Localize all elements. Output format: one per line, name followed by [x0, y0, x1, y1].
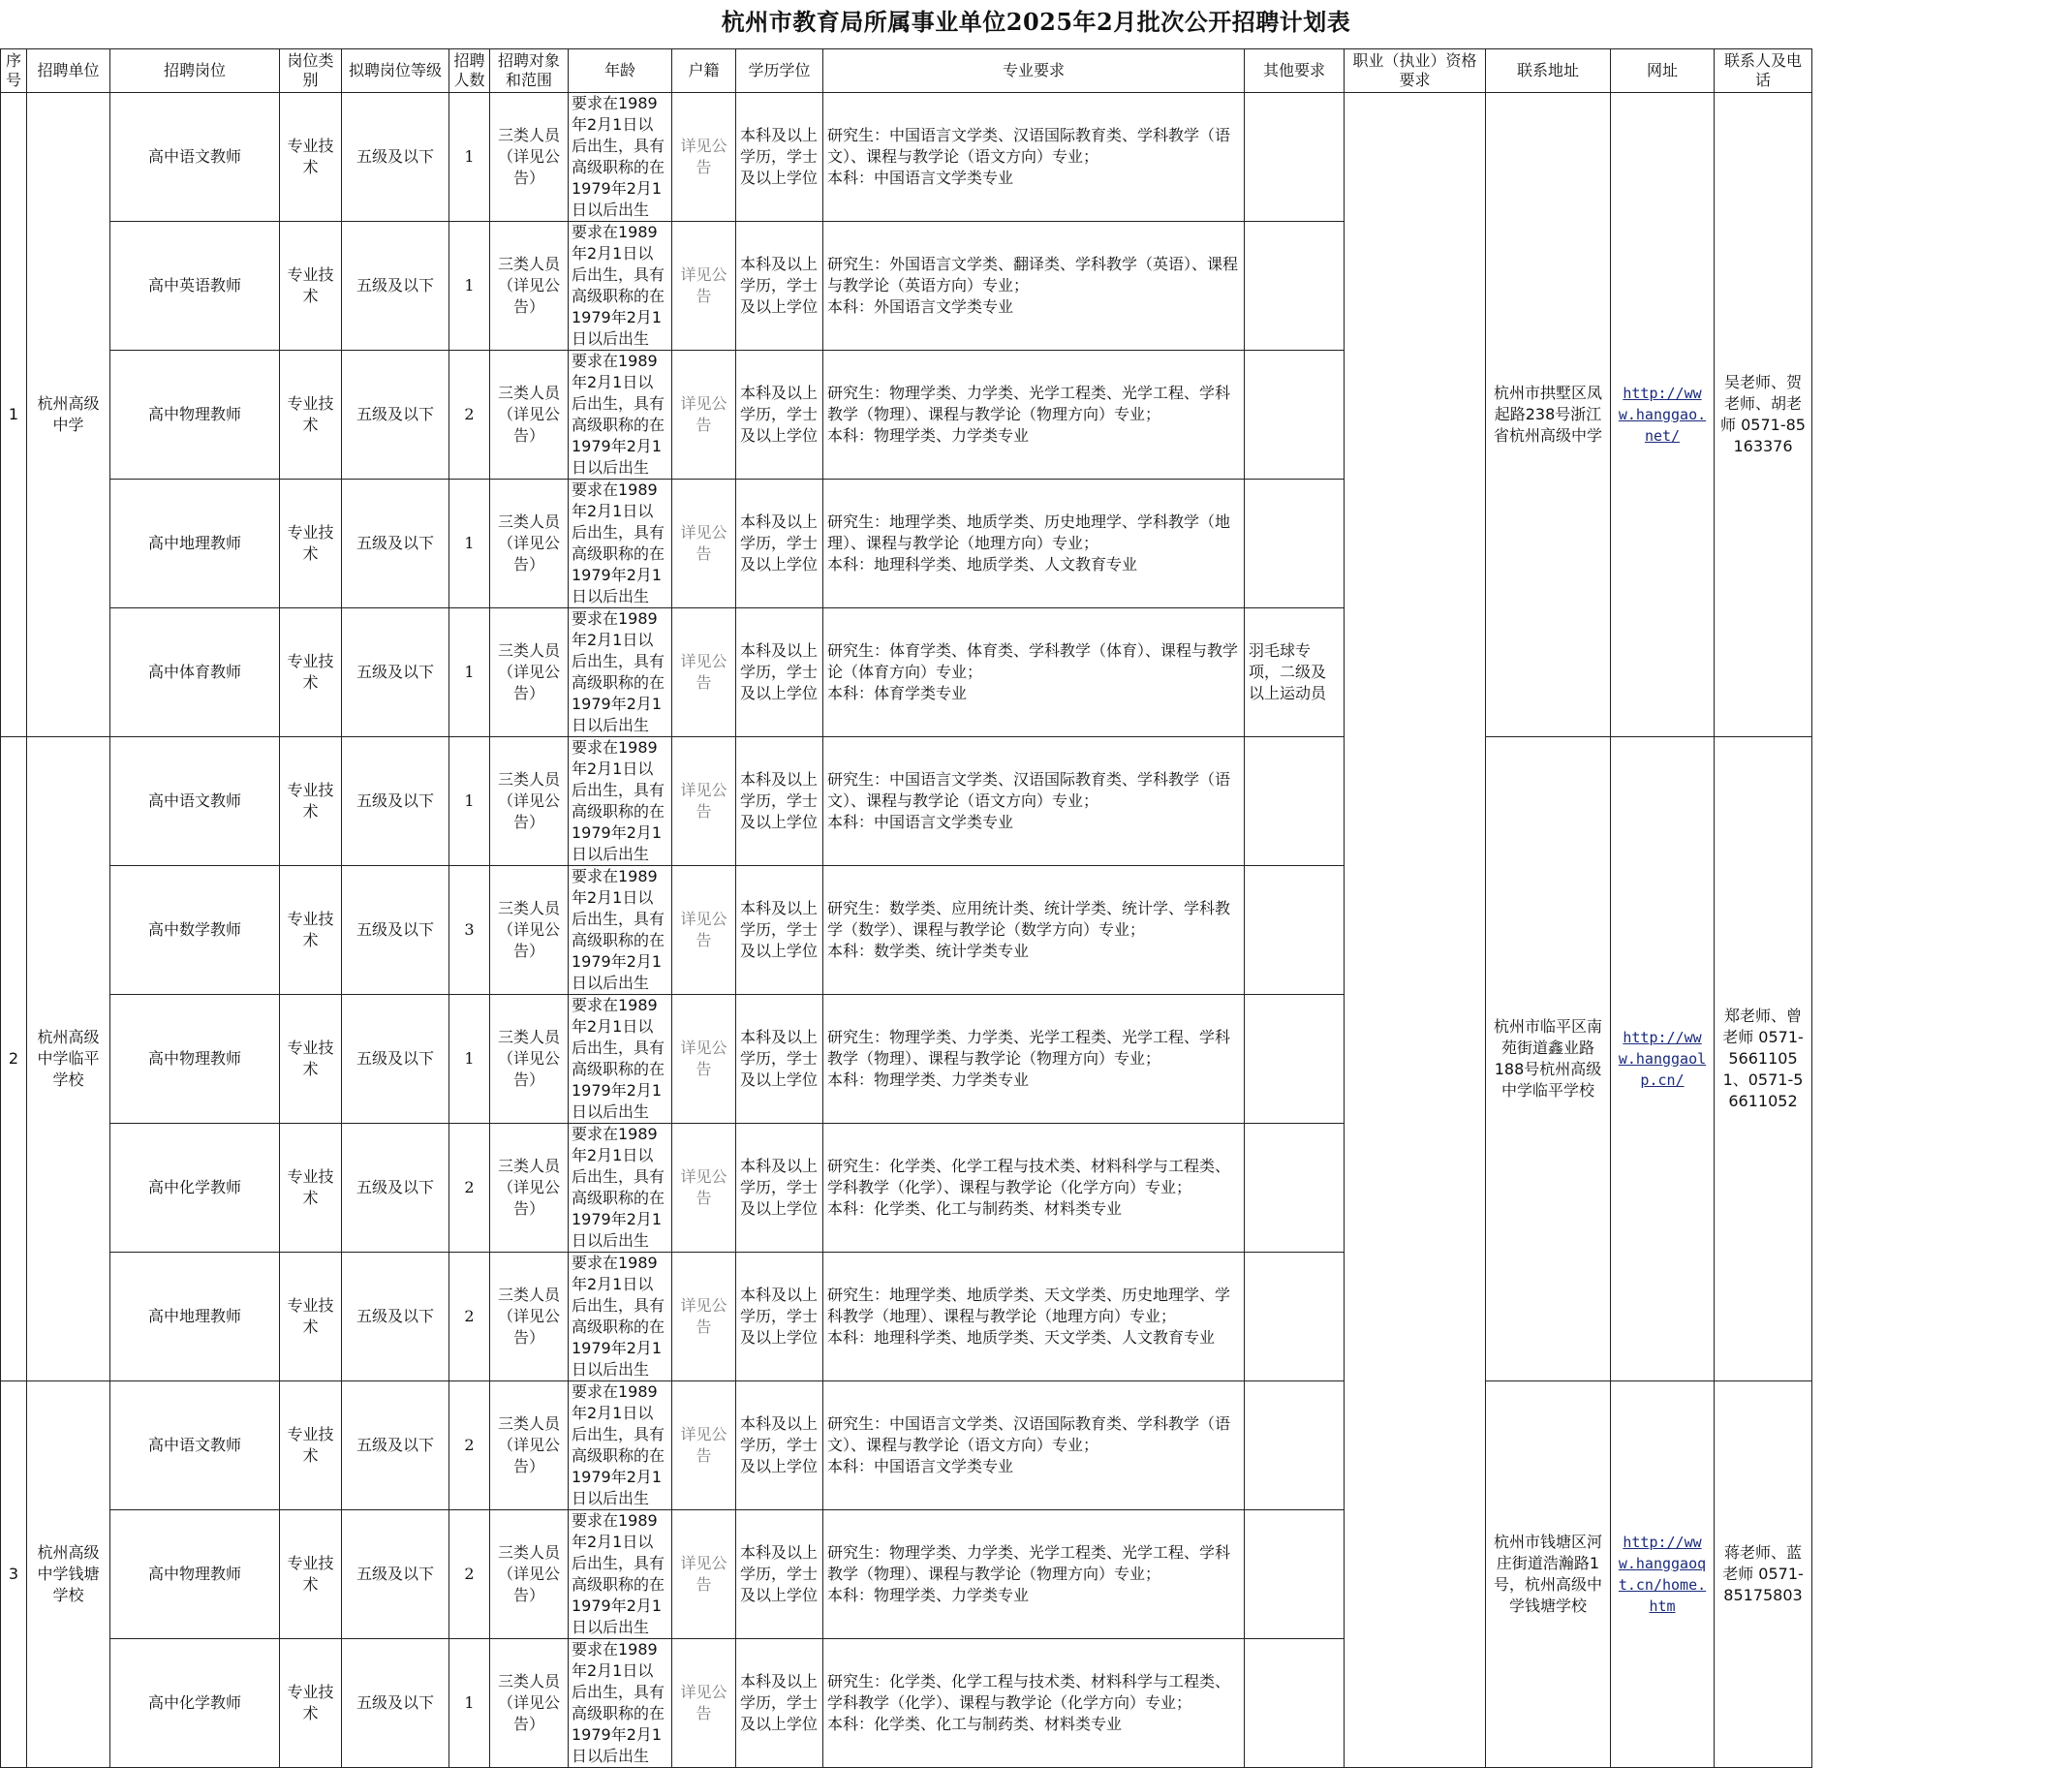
- level-cell: 五级及以下: [342, 1639, 449, 1768]
- huji-cell: 详见公告: [672, 93, 736, 222]
- huji-cell: 详见公告: [672, 866, 736, 995]
- table-row: [1, 93, 1812, 222]
- other-cell: [1245, 93, 1345, 222]
- huji-cell: 详见公告: [672, 995, 736, 1124]
- table-row: [1, 737, 1812, 866]
- huji-cell: 详见公告: [672, 1639, 736, 1768]
- post-cell: 高中物理教师: [110, 351, 280, 480]
- seq-cell: 3: [1, 1381, 27, 1768]
- website-link[interactable]: http://www.hanggaoqt.cn/home.htm: [1618, 1534, 1707, 1615]
- level-cell: 五级及以下: [342, 1253, 449, 1381]
- major-cell: 研究生：中国语言文学类、汉语国际教育类、学科教学（语文）、课程与教学论（语文方向）专业； 本科：中国语言文学类专业: [823, 1381, 1245, 1510]
- age-cell: 要求在1989年2月1日以后出生，具有高级职称的在1979年2月1日以后出生: [569, 995, 672, 1124]
- category-cell: 专业技术: [280, 480, 342, 608]
- post-cell: 高中数学教师: [110, 866, 280, 995]
- major-cell: 研究生：物理学类、力学类、光学工程类、光学工程、学科教学（物理）、课程与教学论（物理方向）专业； 本科：物理学类、力学类专业: [823, 1510, 1245, 1639]
- level-cell: 五级及以下: [342, 737, 449, 866]
- post-cell: 高中体育教师: [110, 608, 280, 737]
- major-cell: 研究生：化学类、化学工程与技术类、材料科学与工程类、学科教学（化学）、课程与教学论（化学方向）专业； 本科：化学类、化工与制药类、材料类专业: [823, 1639, 1245, 1768]
- level-cell: 五级及以下: [342, 995, 449, 1124]
- target-cell: 三类人员（详见公告）: [490, 351, 569, 480]
- table-row: [1, 1381, 1812, 1510]
- age-cell: 要求在1989年2月1日以后出生，具有高级职称的在1979年2月1日以后出生: [569, 1253, 672, 1381]
- post-cell: 高中物理教师: [110, 1510, 280, 1639]
- header-contact: 联系人及电话: [1715, 49, 1812, 93]
- age-cell: 要求在1989年2月1日以后出生，具有高级职称的在1979年2月1日以后出生: [569, 1381, 672, 1510]
- category-cell: 专业技术: [280, 866, 342, 995]
- other-cell: [1245, 866, 1345, 995]
- post-cell: 高中语文教师: [110, 93, 280, 222]
- huji-cell: 详见公告: [672, 1381, 736, 1510]
- header-qualification: 职业（执业）资格要求: [1345, 49, 1486, 93]
- age-cell: 要求在1989年2月1日以后出生，具有高级职称的在1979年2月1日以后出生: [569, 608, 672, 737]
- contact-cell: 蒋老师、蓝老师 0571-85175803: [1715, 1381, 1812, 1768]
- age-cell: 要求在1989年2月1日以后出生，具有高级职称的在1979年2月1日以后出生: [569, 480, 672, 608]
- category-cell: 专业技术: [280, 351, 342, 480]
- count-cell: 1: [449, 480, 490, 608]
- huji-cell: 详见公告: [672, 351, 736, 480]
- level-cell: 五级及以下: [342, 1510, 449, 1639]
- target-cell: 三类人员（详见公告）: [490, 93, 569, 222]
- count-cell: 2: [449, 1253, 490, 1381]
- level-cell: 五级及以下: [342, 1124, 449, 1253]
- level-cell: 五级及以下: [342, 480, 449, 608]
- website-link[interactable]: http://www.hanggaolp.cn/: [1618, 1029, 1707, 1089]
- level-cell: 五级及以下: [342, 608, 449, 737]
- count-cell: 2: [449, 1124, 490, 1253]
- header-target: 招聘对象和范围: [490, 49, 569, 93]
- education-cell: 本科及以上学历，学士及以上学位: [736, 1124, 823, 1253]
- post-cell: 高中英语教师: [110, 222, 280, 351]
- other-cell: [1245, 351, 1345, 480]
- major-cell: 研究生：地理学类、地质学类、天文学类、历史地理学、学科教学（地理）、课程与教学论（地理方向）专业； 本科：地理科学类、地质学类、天文学类、人文教育专业: [823, 1253, 1245, 1381]
- major-cell: 研究生：外国语言文学类、翻译类、学科教学（英语）、课程与教学论（英语方向）专业； 本科：外国语言文学类专业: [823, 222, 1245, 351]
- education-cell: 本科及以上学历，学士及以上学位: [736, 1639, 823, 1768]
- post-cell: 高中语文教师: [110, 1381, 280, 1510]
- header-address: 联系地址: [1486, 49, 1611, 93]
- header-seq: 序号: [1, 49, 27, 93]
- level-cell: 五级及以下: [342, 222, 449, 351]
- category-cell: 专业技术: [280, 1124, 342, 1253]
- header-row: [1, 49, 1812, 93]
- post-cell: 高中地理教师: [110, 480, 280, 608]
- category-cell: 专业技术: [280, 1381, 342, 1510]
- age-cell: 要求在1989年2月1日以后出生，具有高级职称的在1979年2月1日以后出生: [569, 737, 672, 866]
- other-cell: [1245, 995, 1345, 1124]
- education-cell: 本科及以上学历，学士及以上学位: [736, 608, 823, 737]
- category-cell: 专业技术: [280, 93, 342, 222]
- seq-cell: 2: [1, 737, 27, 1381]
- target-cell: 三类人员（详见公告）: [490, 737, 569, 866]
- target-cell: 三类人员（详见公告）: [490, 866, 569, 995]
- address-cell: 杭州市拱墅区凤起路238号浙江省杭州高级中学: [1486, 93, 1611, 737]
- address-cell: 杭州市临平区南苑街道鑫业路188号杭州高级中学临平学校: [1486, 737, 1611, 1381]
- other-cell: [1245, 480, 1345, 608]
- huji-cell: 详见公告: [672, 1510, 736, 1639]
- education-cell: 本科及以上学历，学士及以上学位: [736, 93, 823, 222]
- huji-cell: 详见公告: [672, 480, 736, 608]
- category-cell: 专业技术: [280, 222, 342, 351]
- other-cell: [1245, 737, 1345, 866]
- header-count: 招聘人数: [449, 49, 490, 93]
- age-cell: 要求在1989年2月1日以后出生，具有高级职称的在1979年2月1日以后出生: [569, 222, 672, 351]
- education-cell: 本科及以上学历，学士及以上学位: [736, 222, 823, 351]
- count-cell: 2: [449, 351, 490, 480]
- target-cell: 三类人员（详见公告）: [490, 222, 569, 351]
- count-cell: 1: [449, 93, 490, 222]
- huji-cell: 详见公告: [672, 222, 736, 351]
- header-other: 其他要求: [1245, 49, 1345, 93]
- other-cell: [1245, 1253, 1345, 1381]
- huji-cell: 详见公告: [672, 608, 736, 737]
- post-cell: 高中化学教师: [110, 1639, 280, 1768]
- education-cell: 本科及以上学历，学士及以上学位: [736, 1381, 823, 1510]
- header-website: 网址: [1611, 49, 1715, 93]
- huji-cell: 详见公告: [672, 1124, 736, 1253]
- target-cell: 三类人员（详见公告）: [490, 1510, 569, 1639]
- other-cell: [1245, 1510, 1345, 1639]
- other-cell: [1245, 1124, 1345, 1253]
- age-cell: 要求在1989年2月1日以后出生，具有高级职称的在1979年2月1日以后出生: [569, 1124, 672, 1253]
- education-cell: 本科及以上学历，学士及以上学位: [736, 351, 823, 480]
- category-cell: 专业技术: [280, 1253, 342, 1381]
- age-cell: 要求在1989年2月1日以后出生，具有高级职称的在1979年2月1日以后出生: [569, 1510, 672, 1639]
- recruitment-table: [0, 48, 1812, 1768]
- education-cell: 本科及以上学历，学士及以上学位: [736, 480, 823, 608]
- count-cell: 1: [449, 222, 490, 351]
- other-cell: [1245, 222, 1345, 351]
- other-cell: [1245, 1639, 1345, 1768]
- post-cell: 高中物理教师: [110, 995, 280, 1124]
- header-huji: 户籍: [672, 49, 736, 93]
- unit-name-cell: 杭州高级中学钱塘学校: [27, 1381, 110, 1768]
- count-cell: 1: [449, 995, 490, 1124]
- post-cell: 高中化学教师: [110, 1124, 280, 1253]
- major-cell: 研究生：物理学类、力学类、光学工程类、光学工程、学科教学（物理）、课程与教学论（物理方向）专业； 本科：物理学类、力学类专业: [823, 351, 1245, 480]
- target-cell: 三类人员（详见公告）: [490, 480, 569, 608]
- education-cell: 本科及以上学历，学士及以上学位: [736, 866, 823, 995]
- unit-name-cell: 杭州高级中学临平学校: [27, 737, 110, 1381]
- count-cell: 1: [449, 737, 490, 866]
- header-post: 招聘岗位: [110, 49, 280, 93]
- major-cell: 研究生：体育学类、体育类、学科教学（体育）、课程与教学论（体育方向）专业； 本科：体育学类专业: [823, 608, 1245, 737]
- website-cell: [1611, 93, 1715, 737]
- level-cell: 五级及以下: [342, 93, 449, 222]
- major-cell: 研究生：中国语言文学类、汉语国际教育类、学科教学（语文）、课程与教学论（语文方向）专业； 本科：中国语言文学类专业: [823, 737, 1245, 866]
- level-cell: 五级及以下: [342, 1381, 449, 1510]
- target-cell: 三类人员（详见公告）: [490, 1639, 569, 1768]
- count-cell: 1: [449, 608, 490, 737]
- level-cell: 五级及以下: [342, 351, 449, 480]
- address-cell: 杭州市钱塘区河庄街道浩瀚路1号，杭州高级中学钱塘学校: [1486, 1381, 1611, 1768]
- education-cell: 本科及以上学历，学士及以上学位: [736, 995, 823, 1124]
- education-cell: 本科及以上学历，学士及以上学位: [736, 1510, 823, 1639]
- website-cell: [1611, 1381, 1715, 1768]
- unit-name-cell: 杭州高级中学: [27, 93, 110, 737]
- count-cell: 2: [449, 1510, 490, 1639]
- education-cell: 本科及以上学历，学士及以上学位: [736, 1253, 823, 1381]
- target-cell: 三类人员（详见公告）: [490, 1253, 569, 1381]
- age-cell: 要求在1989年2月1日以后出生，具有高级职称的在1979年2月1日以后出生: [569, 1639, 672, 1768]
- other-cell: [1245, 1381, 1345, 1510]
- category-cell: 专业技术: [280, 1510, 342, 1639]
- age-cell: 要求在1989年2月1日以后出生，具有高级职称的在1979年2月1日以后出生: [569, 351, 672, 480]
- website-link[interactable]: http://www.hanggao.net/: [1618, 385, 1707, 445]
- seq-cell: 1: [1, 93, 27, 737]
- post-cell: 高中地理教师: [110, 1253, 280, 1381]
- category-cell: 专业技术: [280, 1639, 342, 1768]
- header-age: 年龄: [569, 49, 672, 93]
- header-education: 学历学位: [736, 49, 823, 93]
- other-cell: 羽毛球专项，二级及以上运动员: [1245, 608, 1345, 737]
- target-cell: 三类人员（详见公告）: [490, 995, 569, 1124]
- target-cell: 三类人员（详见公告）: [490, 1124, 569, 1253]
- major-cell: 研究生：地理学类、地质学类、历史地理学、学科教学（地理）、课程与教学论（地理方向）专业； 本科：地理科学类、地质学类、人文教育专业: [823, 480, 1245, 608]
- contact-cell: 吴老师、贺老师、胡老师 0571-85163376: [1715, 93, 1812, 737]
- level-cell: 五级及以下: [342, 866, 449, 995]
- count-cell: 1: [449, 1639, 490, 1768]
- major-cell: 研究生：物理学类、力学类、光学工程类、光学工程、学科教学（物理）、课程与教学论（物理方向）专业； 本科：物理学类、力学类专业: [823, 995, 1245, 1124]
- major-cell: 研究生：化学类、化学工程与技术类、材料科学与工程类、学科教学（化学）、课程与教学论（化学方向）专业； 本科：化学类、化工与制药类、材料类专业: [823, 1124, 1245, 1253]
- target-cell: 三类人员（详见公告）: [490, 608, 569, 737]
- age-cell: 要求在1989年2月1日以后出生，具有高级职称的在1979年2月1日以后出生: [569, 93, 672, 222]
- education-cell: 本科及以上学历，学士及以上学位: [736, 737, 823, 866]
- website-cell: [1611, 737, 1715, 1381]
- major-cell: 研究生：数学类、应用统计类、统计学类、统计学、学科教学（数学）、课程与教学论（数学方向）专业； 本科：数学类、统计学类专业: [823, 866, 1245, 995]
- header-unit: 招聘单位: [27, 49, 110, 93]
- count-cell: 2: [449, 1381, 490, 1510]
- huji-cell: 详见公告: [672, 1253, 736, 1381]
- qualification-cell: [1345, 93, 1486, 1768]
- age-cell: 要求在1989年2月1日以后出生，具有高级职称的在1979年2月1日以后出生: [569, 866, 672, 995]
- header-level: 拟聘岗位等级: [342, 49, 449, 93]
- major-cell: 研究生：中国语言文学类、汉语国际教育类、学科教学（语文）、课程与教学论（语文方向）专业； 本科：中国语言文学类专业: [823, 93, 1245, 222]
- huji-cell: 详见公告: [672, 737, 736, 866]
- header-category: 岗位类别: [280, 49, 342, 93]
- contact-cell: 郑老师、曾老师 0571-56611051、0571-56611052: [1715, 737, 1812, 1381]
- category-cell: 专业技术: [280, 608, 342, 737]
- page-title: 杭州市教育局所属事业单位2025年2月批次公开招聘计划表: [721, 8, 1351, 36]
- post-cell: 高中语文教师: [110, 737, 280, 866]
- category-cell: 专业技术: [280, 737, 342, 866]
- header-major: 专业要求: [823, 49, 1245, 93]
- target-cell: 三类人员（详见公告）: [490, 1381, 569, 1510]
- count-cell: 3: [449, 866, 490, 995]
- category-cell: 专业技术: [280, 995, 342, 1124]
